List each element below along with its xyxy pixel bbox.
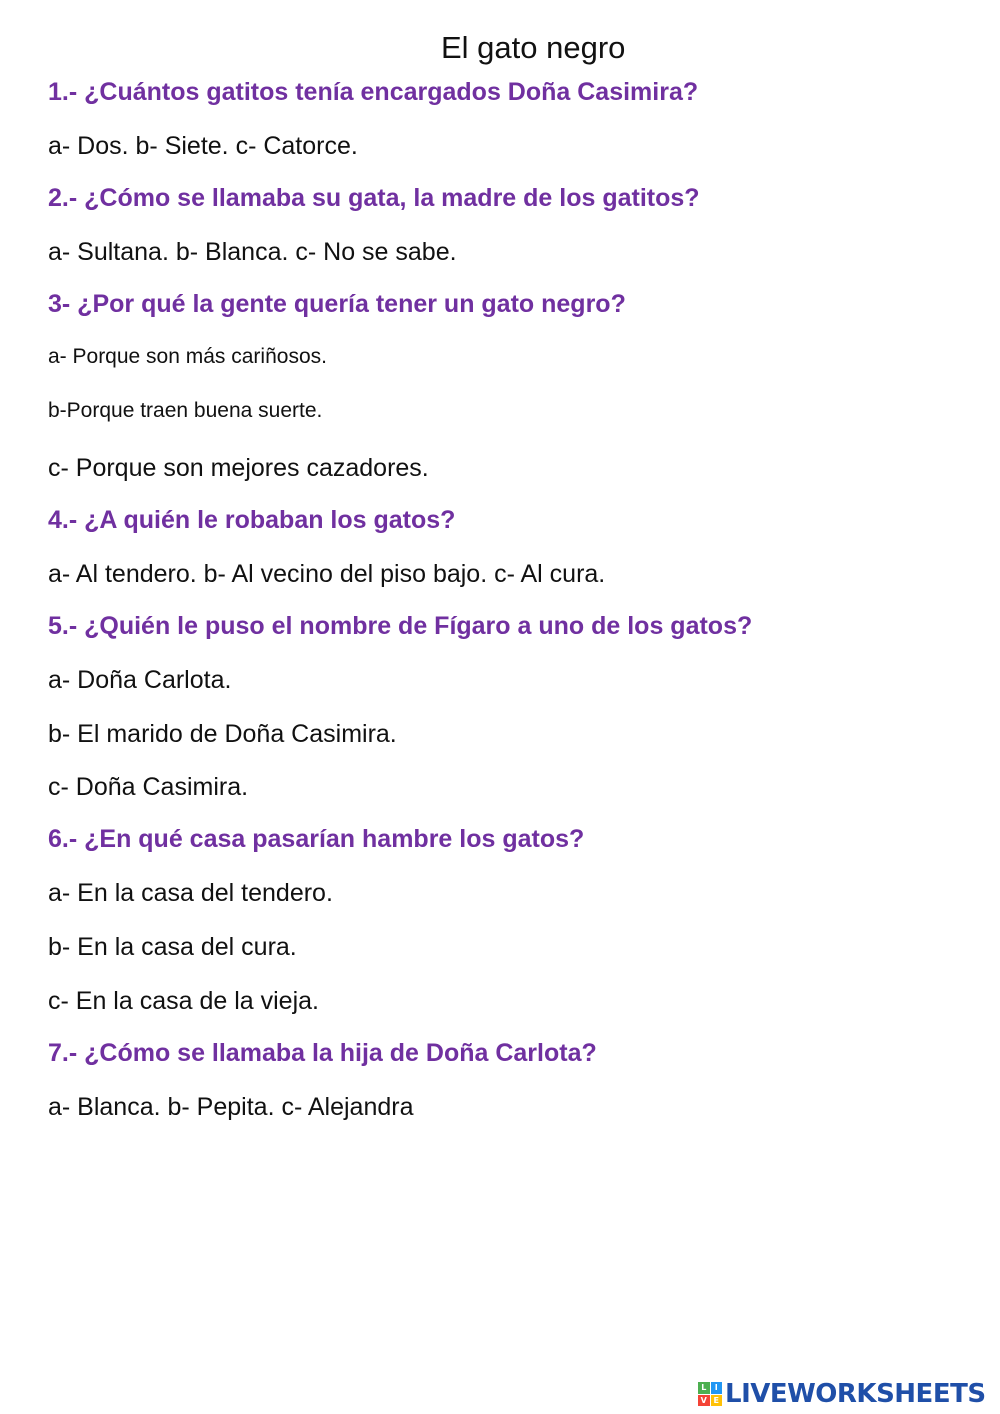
liveworksheets-wordmark: LIVEWORKSHEETS [725,1379,986,1409]
liveworksheets-brand [698,1378,986,1410]
answer-5b: b- El marido de Doña Casimira. [48,720,397,748]
answer-3b: b-Porque traen buena suerte. [48,399,323,422]
answer-6b: b- En la casa del cura. [48,933,297,961]
answer-3a: a- Porque son más cariñosos. [48,345,327,368]
answer-2: a- Sultana. b- Blanca. c- No se sabe. [48,238,457,266]
question-6: 6.- ¿En qué casa pasarían hambre los gatos? [48,825,585,853]
page-title: El gato negro [441,30,626,65]
answer-6a: a- En la casa del tendero. [48,879,333,907]
question-7: 7.- ¿Cómo se llamaba la hija de Doña Carlota? [48,1039,597,1067]
answer-3c: c- Porque son mejores cazadores. [48,454,429,482]
question-3: 3- ¿Por qué la gente quería tener un gato negro? [48,290,626,318]
answer-7: a- Blanca. b- Pepita. c- Alejandra [48,1093,414,1121]
answer-1: a- Dos. b- Siete. c- Catorce. [48,132,358,160]
answer-5c: c- Doña Casimira. [48,773,249,801]
question-1: 1.- ¿Cuántos gatitos tenía encargados Doña Casimira? [48,78,699,106]
question-5: 5.- ¿Quién le puso el nombre de Fígaro a uno de los gatos? [48,612,753,640]
question-2: 2.- ¿Cómo se llamaba su gata, la madre de los gatitos? [48,184,700,212]
liveworksheets-logo-icon: L I V E [698,1382,722,1406]
question-4: 4.- ¿A quién le robaban los gatos? [48,506,456,534]
answer-6c: c- En la casa de la vieja. [48,987,319,1015]
answer-4: a- Al tendero. b- Al vecino del piso bajo. c- Al cura. [48,560,606,588]
answer-5a: a- Doña Carlota. [48,666,232,694]
